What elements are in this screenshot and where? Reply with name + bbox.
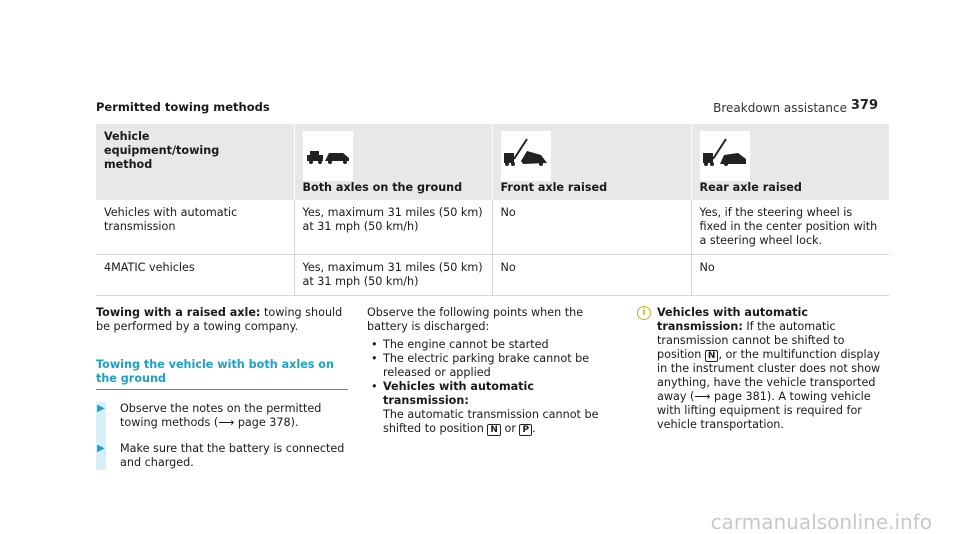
- list-item: • The engine cannot be started: [371, 338, 549, 351]
- column-middle: [367, 306, 623, 436]
- table-cell: Yes, maximum 31 miles (50 km) at 31 mph (50 km/h): [294, 255, 492, 296]
- table-cell: Yes, if the steering wheel is fixed in the center position with a steering wheel lock.: [691, 200, 889, 255]
- bullet-icon: •: [371, 338, 378, 351]
- table-header-label: Vehicle equipment/towing method: [96, 124, 294, 200]
- page-number: 379: [850, 98, 878, 113]
- table-header-col3: [691, 124, 889, 200]
- step-list: [96, 402, 348, 470]
- column-right: [637, 306, 887, 432]
- table-header-row: [96, 124, 889, 200]
- bullet-icon: •: [371, 352, 378, 365]
- raised-axle-paragraph: Towing with a raised axle: towing should be performed by a towing company.: [96, 306, 343, 333]
- battery-list: [367, 338, 623, 436]
- step-item: ▶ Make sure that the battery is connected and charged.: [97, 442, 345, 469]
- step-arrow-icon: ▶: [97, 403, 105, 414]
- step-arrow-icon: ▶: [97, 443, 105, 454]
- col1-caption: Both axles on the ground: [302, 181, 463, 194]
- step-item: ▶ Observe the notes on the permitted towing methods (⟶ page 378).: [97, 402, 322, 429]
- running-header-title: Breakdown assistance: [713, 101, 847, 115]
- gear-n-key-icon: N: [487, 424, 501, 436]
- list-item: • The electric parking brake cannot be released or applied: [371, 352, 590, 379]
- section-title: Permitted towing methods: [96, 100, 270, 114]
- car-on-ground-icon: [303, 131, 353, 181]
- row-label: 4MATIC vehicles: [96, 255, 294, 296]
- page-reference-link[interactable]: page 381). A towing vehicle with lifting equipment is required for vehicle transportation.: [657, 390, 871, 431]
- table-row: [96, 200, 889, 255]
- table-row: [96, 255, 889, 296]
- row-label: Vehicles with automatic transmission: [96, 200, 294, 255]
- table-cell: No: [492, 200, 691, 255]
- table-cell: Yes, maximum 31 miles (50 km) at 31 mph (50 km/h): [294, 200, 492, 255]
- cross-reference-arrow-icon: ⟶: [694, 390, 711, 403]
- info-note: i Vehicles with automatic transmission: If the automatic transmission cannot be shifted to position N , or the multifunction display in the instrument cluster does not show anything, have the vehicle transported away (⟶ page 381). A towing vehicle with lifting equipment is required for vehicle transportation.: [637, 306, 887, 432]
- table-header-col2: [492, 124, 691, 200]
- cross-reference-arrow-icon: ⟶: [218, 416, 235, 429]
- tow-truck-front-icon: [501, 131, 551, 181]
- gear-p-key-icon: P: [519, 424, 532, 436]
- column-left: [96, 306, 348, 482]
- table-header-col1: [294, 124, 492, 200]
- page-reference-link[interactable]: page 378).: [237, 416, 299, 429]
- info-icon: i: [637, 306, 651, 320]
- section-subheading: Towing the vehicle with both axles on the ground: [96, 358, 348, 390]
- gear-n-key-icon: N: [705, 350, 719, 362]
- table-cell: No: [492, 255, 691, 296]
- battery-intro: Observe the following points when the battery is discharged:: [367, 306, 584, 333]
- list-item: • Vehicles with automatic transmission: The automatic transmission cannot be shifted to position N or P .: [371, 380, 599, 435]
- table-cell: No: [691, 255, 889, 296]
- bullet-icon: •: [371, 380, 378, 393]
- watermark: carmanualsonline.info: [710, 510, 932, 534]
- towing-methods-table: [96, 124, 889, 296]
- col2-caption: Front axle raised: [500, 181, 608, 194]
- col3-caption: Rear axle raised: [699, 181, 802, 194]
- tow-truck-rear-icon: [700, 131, 750, 181]
